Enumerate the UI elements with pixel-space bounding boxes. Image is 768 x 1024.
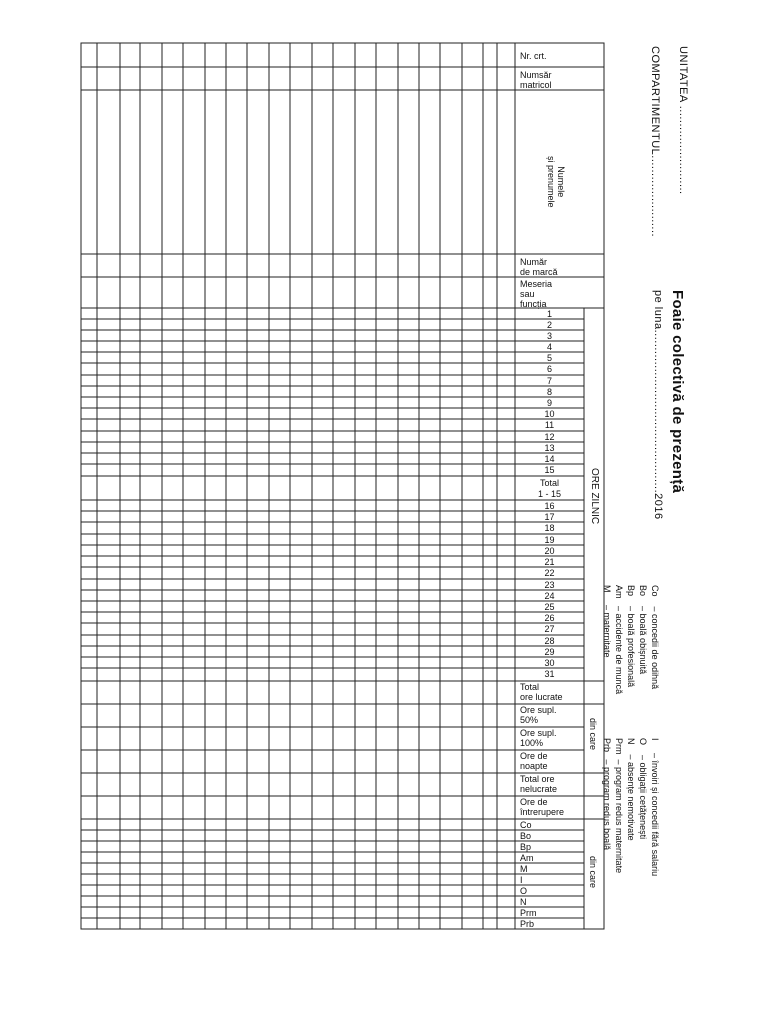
numele-header: Numele și prenumele (546, 156, 566, 208)
ore-intrerupere-label-line2: întrerupere (520, 807, 565, 817)
absence-code-co: Co (520, 820, 532, 830)
meseria-header: Meseria sau funcția (520, 279, 553, 309)
ore-supl-100-label-line2: 100% (520, 738, 544, 748)
day-label-2: 2 (546, 320, 552, 330)
day-label-28: 28 (544, 636, 555, 646)
day-label-31: 31 (544, 669, 555, 679)
page-title: Foaie colectivă de prezență (669, 290, 686, 494)
day-label-21: 21 (544, 557, 555, 567)
day-label-17: 17 (544, 512, 555, 522)
absence-code-bp: Bp (520, 842, 532, 852)
legend-item-n: N – absențe nemotivate (626, 738, 636, 841)
day-label-10: 10 (544, 409, 555, 419)
absence-code-i: I (520, 875, 523, 885)
legend-item-m: M – maternitate (602, 585, 612, 658)
total-nelucrate-label-line1: Total ore (520, 774, 555, 784)
ore-supl-50-label-line1: Ore supl. (520, 705, 557, 715)
total-1-15-label: Total (539, 478, 559, 488)
ore-zilnic-label: ORE ZILNIC (589, 468, 600, 525)
day-label-20: 20 (544, 546, 555, 556)
ore-supl-50-label-line2: 50% (520, 715, 539, 725)
legend-item-bp: Bp – boală profesională (626, 585, 636, 688)
day-label-23: 23 (544, 580, 555, 590)
legend-item-prm: Prm – program redus maternitate (614, 738, 624, 874)
absence-code-m: M (520, 864, 528, 874)
legend-item-i: I – învoiri și concedii fără salariu (650, 738, 660, 877)
month-label: pe luna..............................................2016 (652, 290, 664, 520)
ore-noapte-label-line1: Ore de (520, 751, 548, 761)
day-label-14: 14 (544, 454, 555, 464)
day-label-22: 22 (544, 568, 555, 578)
day-label-12: 12 (544, 432, 555, 442)
compartimentul-label: COMPARTIMENTUL....................... (649, 46, 661, 238)
day-label-30: 30 (544, 658, 555, 668)
day-label-25: 25 (544, 602, 555, 612)
day-label-5: 5 (546, 353, 552, 363)
legend-item-bo: Bo – boală obișnuită (638, 585, 648, 675)
day-label-3: 3 (546, 331, 552, 341)
day-label-27: 27 (544, 624, 555, 634)
day-label-29: 29 (544, 647, 555, 657)
day-label-26: 26 (544, 613, 555, 623)
legend-item-prb: Prb – program redus boală (602, 738, 612, 851)
legend-item-am: Am – accidente de muncă (614, 585, 624, 695)
nr-crt-header: Nr. crt. (520, 51, 547, 61)
ore-noapte-label-line2: noapte (520, 761, 548, 771)
din-care-label-2: din care (588, 856, 598, 889)
numar-matricol-header: Numsăr matricol (520, 70, 552, 90)
absence-code-am: Am (520, 853, 534, 863)
day-label-1: 1 (546, 309, 552, 319)
legend-item-co: Co – concedii de odihnă (650, 585, 660, 690)
day-label-15: 15 (544, 465, 555, 475)
ore-intrerupere-label-line1: Ore de (520, 797, 548, 807)
day-label-18: 18 (544, 523, 555, 533)
din-care-label-1: din care (588, 718, 598, 751)
total-ore-lucrate-label-line1: Total (520, 682, 540, 692)
day-label-4: 4 (546, 342, 552, 352)
absence-code-prm: Prm (520, 908, 537, 918)
day-label-11: 11 (544, 420, 555, 430)
numar-marca-header: Număr de marcă (520, 257, 558, 277)
ore-supl-100-label-line1: Ore supl. (520, 728, 557, 738)
total-ore-lucrate-label-line2: ore lucrate (520, 692, 563, 702)
day-label-9: 9 (546, 398, 552, 408)
total-1-15-range-label: 1 - 15 (537, 489, 561, 499)
day-label-6: 6 (546, 364, 552, 374)
absence-code-bo: Bo (520, 831, 532, 841)
absence-code-prb: Prb (520, 919, 535, 929)
legend-item-o: O – obligații cetățenești (638, 738, 648, 840)
day-label-24: 24 (544, 591, 555, 601)
unitatea-label: UNITATEA ......................... (677, 46, 689, 195)
day-label-7: 7 (546, 376, 552, 386)
day-label-8: 8 (546, 387, 552, 397)
day-label-13: 13 (544, 443, 555, 453)
day-label-16: 16 (544, 501, 555, 511)
absence-code-n: N (520, 897, 527, 907)
total-nelucrate-label-line2: nelucrate (520, 784, 558, 794)
day-label-19: 19 (544, 535, 555, 545)
absence-code-o: O (520, 886, 528, 896)
